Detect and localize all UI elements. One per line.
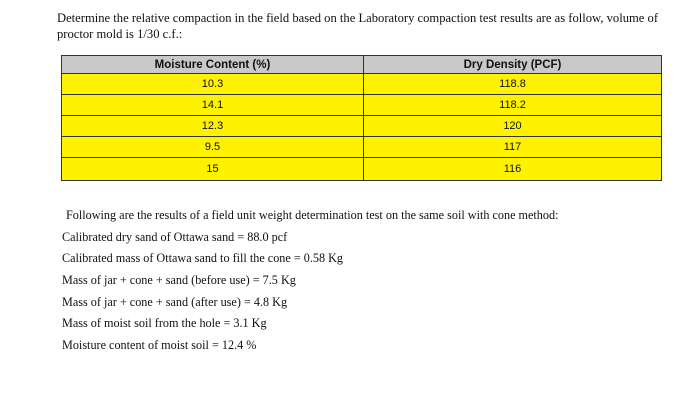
field-test-heading: Following are the results of a field unit weight determination test on the same soil with cone method:: [66, 208, 559, 222]
jar-mass-before-line: Mass of jar + cone + sand (before use) = 7.5 Kg: [62, 273, 296, 288]
jar-mass-after-line: Mass of jar + cone + sand (after use) = 4.8 Kg: [62, 294, 288, 309]
dry-density-cell: 120: [364, 116, 662, 137]
field-test-section: [62, 205, 682, 357]
moisture-content-cell: 10.3: [62, 74, 364, 95]
moisture-content-cell: 15: [62, 158, 364, 181]
moisture-content-cell: 14.1: [62, 95, 364, 116]
table-header-row: [62, 56, 662, 74]
table-row: [62, 95, 662, 116]
cone-sand-mass-line: Calibrated mass of Ottawa sand to fill the cone = 0.58 Kg: [62, 251, 344, 266]
moisture-content-cell: 9.5: [62, 137, 364, 158]
dry-density-header: Dry Density (PCF): [364, 56, 662, 74]
table-row: [62, 137, 662, 158]
table-row: [62, 158, 662, 181]
moisture-content-header: Moisture Content (%): [62, 56, 364, 74]
dry-density-cell: 116: [364, 158, 662, 181]
moisture-content-cell: 12.3: [62, 116, 364, 137]
lab-compaction-table: [61, 55, 662, 181]
moisture-content-line: Moisture content of moist soil = 12.4 %: [62, 338, 257, 353]
problem-statement: Determine the relative compaction in the field based on the Laboratory compaction test results are as follow, volume of proctor mold is 1/30 c.f.:: [57, 11, 659, 41]
ottawa-sand-density-line: Calibrated dry sand of Ottawa sand = 88.0 pcf: [62, 229, 288, 244]
moist-soil-mass-line: Mass of moist soil from the hole = 3.1 Kg: [62, 316, 267, 331]
table-row: [62, 116, 662, 137]
dry-density-cell: 118.2: [364, 95, 662, 116]
dry-density-cell: 117: [364, 137, 662, 158]
table-row: [62, 74, 662, 95]
dry-density-cell: 118.8: [364, 74, 662, 95]
